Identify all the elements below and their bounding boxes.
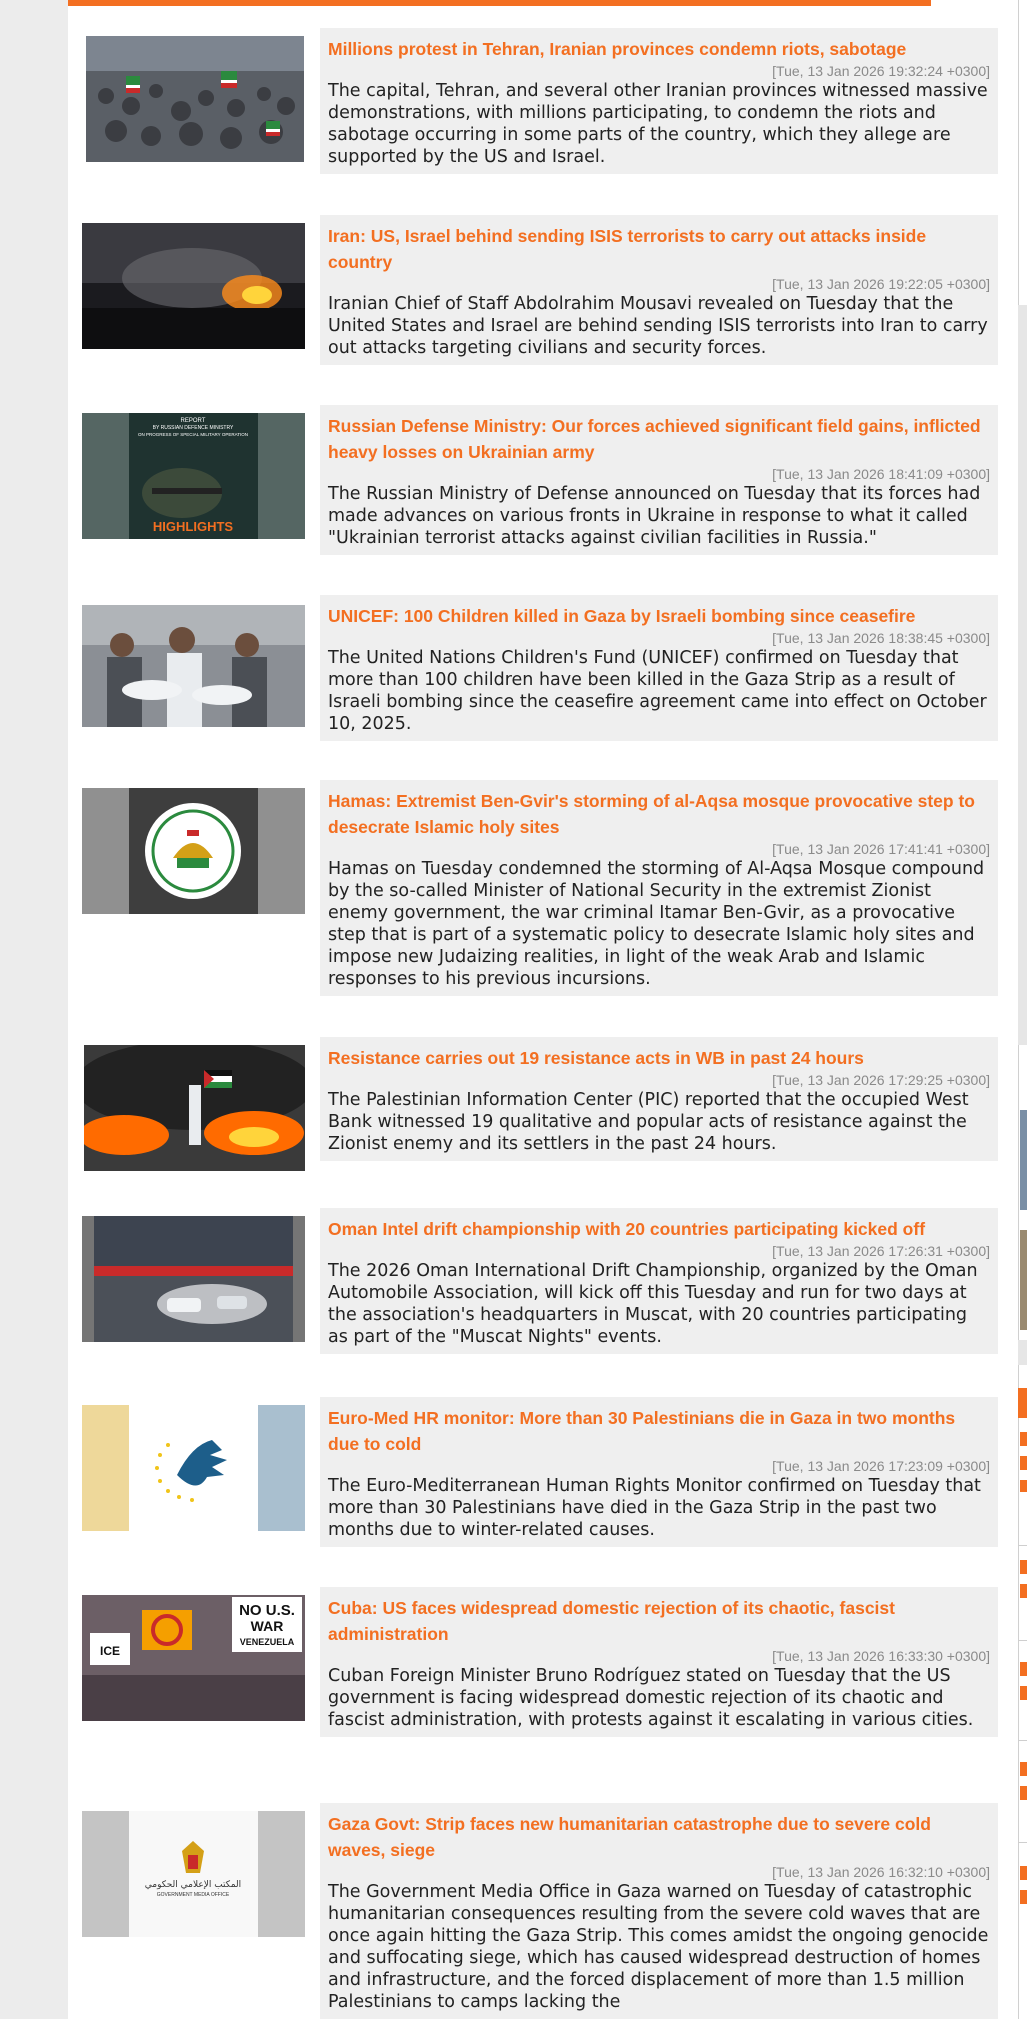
news-date: [Tue, 13 Jan 2026 19:22:05 +0300] — [772, 276, 990, 292]
image-text-byline: BY RUSSIAN DEFENCE MINISTRY — [152, 425, 234, 431]
news-item-box — [320, 215, 998, 365]
news-summary: The 2026 Oman International Drift Championship, organized by the Oman Automobile Association, will kick off this Tuesday and run for two days at the association's headquarters in Muscat, with 20 countries participating as part of the "Muscat Nights" events. — [328, 1261, 978, 1347]
sidebar-thumb-fragment — [1020, 1230, 1027, 1330]
sidebar-link-fragment[interactable] — [1020, 1866, 1027, 1906]
fire-night-image[interactable] — [82, 223, 305, 349]
news-title-link[interactable]: Hamas: Extremist Ben-Gvir's storming of al-Aqsa mosque provocative step to desecrate Islamic holy sites — [328, 791, 975, 837]
hamas-emblem-image[interactable] — [82, 788, 305, 914]
news-summary: The Russian Ministry of Defense announced on Tuesday that its forces had made advances on various fronts in Ukraine in response to what it called "Ukrainian terrorist attacks against civilian facilities in Russia." — [328, 484, 981, 548]
image-sign-text-4: ICE — [99, 1644, 121, 1658]
sidebar-divider — [1018, 1640, 1027, 1641]
image-sign-text-3: VENEZUELA — [239, 1637, 295, 1647]
news-summary: The Palestinian Information Center (PIC) reported that the occupied West Bank witnessed 19 qualitative and popular acts of resistance against the Zionist enemy and its settlers in the past 24 hours. — [328, 1090, 969, 1154]
protest-crowd-image[interactable] — [86, 36, 304, 162]
news-title-link[interactable]: Oman Intel drift championship with 20 countries participating kicked off — [328, 1219, 926, 1239]
news-summary: Iranian Chief of Staff Abdolrahim Mousavi revealed on Tuesday that the United States and Israel are behind sending ISIS terrorists into Iran to carry out attacks targeting civilians and security forces. — [328, 294, 988, 358]
news-item-box — [320, 28, 998, 174]
news-title-link[interactable]: Gaza Govt: Strip faces new humanitarian catastrophe due to severe cold waves, siege — [328, 1814, 931, 1860]
news-item-box — [320, 1803, 998, 2019]
content-column — [68, 0, 1018, 2019]
news-summary: Hamas on Tuesday condemned the storming of Al-Aqsa Mosque compound by the so-called Minister of National Security in the extremist Zionist enemy government, the war criminal Itamar Ben-Gvir, as a provocative step that is part of a systematic policy to desecrate Islamic holy sites and impose new Judaizing realities, in light of the weak Arab and Islamic responses to his previous incursions. — [328, 859, 985, 989]
news-date: [Tue, 13 Jan 2026 17:26:31 +0300] — [772, 1243, 990, 1259]
euro-med-logo-image[interactable] — [82, 1405, 305, 1531]
sidebar-panel-top — [1018, 0, 1027, 305]
news-title-link[interactable]: Russian Defense Ministry: Our forces achieved significant field gains, inflicted heavy losses on Ukrainian army — [328, 416, 981, 462]
image-arabic-text: المكتب الإعلامي الحكومي — [144, 1880, 242, 1890]
protest-signs-image[interactable] — [82, 1595, 305, 1721]
news-date: [Tue, 13 Jan 2026 19:32:24 +0300] — [772, 63, 990, 79]
news-date: [Tue, 13 Jan 2026 16:33:30 +0300] — [772, 1648, 990, 1664]
image-sign-text-1: NO U.S. — [239, 1602, 295, 1619]
sidebar-link-fragment[interactable] — [1020, 1560, 1027, 1600]
drift-race-image[interactable] — [82, 1216, 305, 1342]
news-item-box — [320, 1397, 998, 1547]
sidebar-header-bar — [1018, 1388, 1027, 1418]
military-report-image[interactable] — [82, 413, 305, 539]
image-text-report: REPORT — [180, 418, 206, 424]
news-item-box — [320, 1587, 998, 1737]
burning-tires-flag-image[interactable] — [84, 1045, 305, 1171]
news-date: [Tue, 13 Jan 2026 18:38:45 +0300] — [772, 630, 990, 646]
news-title-link[interactable]: Cuba: US faces widespread domestic rejection of its chaotic, fascist administration — [328, 1598, 895, 1644]
news-summary: The Government Media Office in Gaza warned on Tuesday of catastrophic humanitarian consequences resulting from the severe cold waves that are once again hitting the Gaza Strip. This comes amidst the ongoing genocide and suffocating siege, which has caused widespread destruction of homes and infrastructure, and the forced displacement of more than 1.5 million Palestinians to camps lacking the — [328, 1882, 989, 2012]
news-date: [Tue, 13 Jan 2026 16:32:10 +0300] — [772, 1864, 990, 1880]
sidebar-link-fragment[interactable] — [1020, 1662, 1027, 1702]
mourners-image[interactable] — [82, 605, 305, 727]
news-item-box — [320, 1037, 998, 1161]
sidebar-link-fragment[interactable] — [1020, 1432, 1027, 1502]
news-date: [Tue, 13 Jan 2026 18:41:09 +0300] — [772, 466, 990, 482]
news-title-link[interactable]: Iran: US, Israel behind sending ISIS terrorists to carry out attacks inside country — [328, 226, 927, 272]
news-summary: The capital, Tehran, and several other Iranian provinces witnessed massive demonstrations, with millions participating, to condemn the riots and sabotage occurring in some parts of the country, which they allege are supported by the US and Israel. — [328, 81, 988, 167]
news-item-box — [320, 1208, 998, 1354]
gaza-media-office-logo-image[interactable] — [82, 1811, 305, 1937]
news-item-box — [320, 405, 998, 555]
news-date: [Tue, 13 Jan 2026 17:23:09 +0300] — [772, 1458, 990, 1474]
news-item-box — [320, 595, 998, 741]
news-summary: The Euro-Mediterranean Human Rights Monitor confirmed on Tuesday that more than 30 Palestinians have died in the Gaza Strip in the past two months due to winter-related causes. — [328, 1476, 981, 1540]
sidebar-divider — [1018, 1545, 1027, 1546]
image-text-highlights: HIGHLIGHTS — [152, 519, 234, 534]
news-title-link[interactable]: Millions protest in Tehran, Iranian provinces condemn riots, sabotage — [328, 39, 907, 59]
image-sign-text-2: WAR — [250, 1618, 284, 1634]
sidebar-thumb-fragment — [1020, 1110, 1027, 1210]
image-logo-caption: GOVERNMENT MEDIA OFFICE — [156, 1892, 230, 1898]
sidebar-divider — [1018, 1740, 1027, 1741]
sidebar-link-fragment[interactable] — [1020, 1762, 1027, 1802]
image-text-subline: ON PROGRESS OF SPECIAL MILITARY OPERATION — [137, 432, 249, 437]
news-item-box — [320, 780, 998, 996]
news-date: [Tue, 13 Jan 2026 17:41:41 +0300] — [772, 841, 990, 857]
news-title-link[interactable]: Euro-Med HR monitor: More than 30 Palestinians die in Gaza in two months due to cold — [328, 1408, 956, 1454]
sidebar-divider — [1018, 1842, 1027, 1843]
news-summary: The United Nations Children's Fund (UNICEF) confirmed on Tuesday that more than 100 children have been killed in the Gaza Strip as a result of Israeli bombing since the ceasefire agreement came into effect on October 10, 2025. — [328, 648, 987, 734]
top-accent-bar — [68, 0, 931, 6]
news-title-link[interactable]: UNICEF: 100 Children killed in Gaza by Israeli bombing since ceasefire — [328, 606, 916, 626]
news-summary: Cuban Foreign Minister Bruno Rodríguez stated on Tuesday that the US government is facing widespread domestic rejection of its chaotic and fascist administration, with protests against it escalating in various cities. — [328, 1666, 974, 1730]
news-title-link[interactable]: Resistance carries out 19 resistance acts in WB in past 24 hours — [328, 1048, 864, 1068]
news-date: [Tue, 13 Jan 2026 17:29:25 +0300] — [772, 1072, 990, 1088]
